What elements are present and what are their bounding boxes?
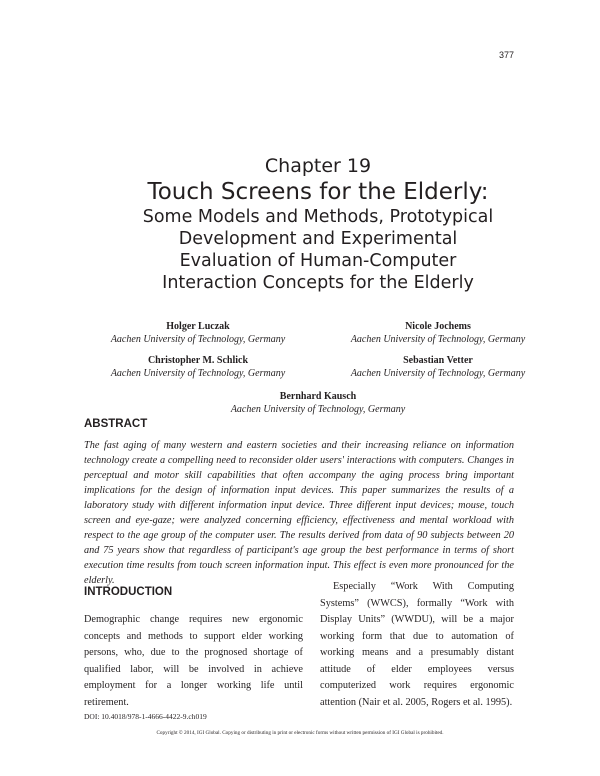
- author-name: Nicole Jochems: [405, 321, 471, 332]
- title-main: Touch Screens for the Elderly:: [147, 179, 489, 205]
- introduction-heading: INTRODUCTION: [84, 586, 173, 598]
- author: [318, 354, 558, 380]
- author: [318, 320, 558, 346]
- author-name: Bernhard Kausch: [279, 391, 357, 402]
- author-affiliation: Aachen University of Technology, Germany: [230, 404, 406, 415]
- author-name: Sebastian Vetter: [403, 355, 473, 366]
- subtitle-line: Evaluation of Human-Computer: [179, 251, 457, 271]
- author-affiliation: Aachen University of Technology, Germany: [110, 334, 286, 345]
- chapter-label: Chapter 19: [264, 155, 372, 177]
- chapter-title: [0, 178, 600, 294]
- intro-left-paragraph: Demographic change requires new ergonomic concepts and methods to support elder working persons, who, due to the prognosed shortage of qualified labor, will be involved in achieve employment for a longer working life until retirement.: [84, 614, 303, 708]
- intro-right-paragraph: Especially “Work With Computing Systems” (WWCS), formally “Work with Display Units” (WWDU), will be a major working form that due to automation of working means and a presumably distant attitude of elder employees versus computerized work requires ergonomic attention (Nair et al. 2005, Rogers et al. 1995).: [320, 581, 514, 708]
- author-name: Christopher M. Schlick: [147, 355, 249, 366]
- author-affiliation: Aachen University of Technology, Germany: [110, 368, 286, 379]
- doi: DOI: 10.4018/978-1-4666-4422-9.ch019: [84, 712, 207, 721]
- abstract-text: The fast aging of many western and eastern societies and their increasing reliance on information technology create a compelling need to reconsider older users' interactions with computers. Changes in perceptual and motor skill capabilities that often accompany the aging process bring important implications for the design of information input devices. This paper summarizes the results of a laboratory study with different information input device. Three different input devices; mouse, touch screen and eye-gaze; were analyzed concerning efficiency, effectiveness and mental workload with respect to the age group of the computer user. The results derived from data of 90 subjects between 20 and 75 years show that regardless of participant's age group the best performance in terms of short execution time results from touch screen information input. This effect is even more pronounced for the elderly.: [84, 440, 514, 586]
- author-affiliation: Aachen University of Technology, Germany: [350, 368, 526, 379]
- subtitle-line: Some Models and Methods, Prototypical: [142, 207, 494, 227]
- author: [198, 390, 438, 416]
- subtitle-line: Interaction Concepts for the Elderly: [162, 273, 474, 293]
- page-number: 377: [498, 50, 514, 60]
- copyright-notice: Copyright © 2014, IGI Global. Copying or distributing in print or electronic forms without written permission of IGI Global is prohibited.: [156, 730, 444, 736]
- author: [78, 320, 318, 346]
- subtitle-line: Development and Experimental: [178, 229, 458, 249]
- abstract-heading: ABSTRACT: [84, 418, 148, 430]
- author-name: Holger Luczak: [166, 321, 230, 332]
- author-affiliation: Aachen University of Technology, Germany: [350, 334, 526, 345]
- author: [78, 354, 318, 380]
